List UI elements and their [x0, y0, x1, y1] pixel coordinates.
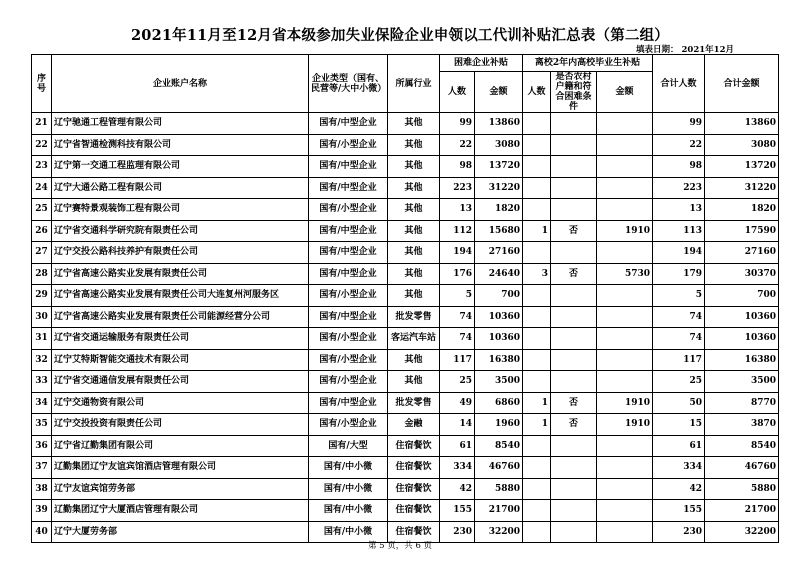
- table-row: [32, 457, 779, 479]
- table-row: [32, 414, 779, 436]
- cell-company-name: 辽宁交通物资有限公司: [52, 392, 309, 414]
- table-row: [32, 177, 779, 199]
- cell-company-type: 国有/中型企业: [309, 177, 388, 199]
- table-row: [32, 392, 779, 414]
- cell-total-persons: 98: [653, 156, 705, 178]
- cell-company-name: 辽宁交投公路科技养护有限责任公司: [52, 242, 309, 264]
- cell-industry: 其他: [388, 371, 440, 393]
- cell-graduate-amount: [597, 435, 653, 457]
- page-title: 2021年11月至12月省本级参加失业保险企业申领以工代训补贴汇总表（第二组）: [130, 27, 669, 44]
- cell-rural-flag: [551, 199, 597, 221]
- cell-total-amount: 30370: [705, 263, 779, 285]
- cell-hardship-amount: 21700: [475, 500, 523, 522]
- cell-company-type: 国有/中小微: [309, 500, 388, 522]
- cell-total-persons: 99: [653, 113, 705, 135]
- cell-rural-flag: [551, 328, 597, 350]
- cell-company-type: 国有/小型企业: [309, 134, 388, 156]
- table-row: [32, 156, 779, 178]
- cell-company-name: 辽宁省交通科学研究院有限责任公司: [52, 220, 309, 242]
- cell-hardship-persons: 155: [440, 500, 475, 522]
- cell-rural-flag: [551, 285, 597, 307]
- cell-graduate-persons: [523, 113, 551, 135]
- header-seq: 序号: [32, 55, 52, 113]
- cell-graduate-amount: [597, 328, 653, 350]
- cell-rural-flag: [551, 457, 597, 479]
- cell-hardship-amount: 6860: [475, 392, 523, 414]
- table-row: [32, 134, 779, 156]
- cell-hardship-amount: 24640: [475, 263, 523, 285]
- cell-graduate-persons: [523, 457, 551, 479]
- header-graduate-persons: 人数: [523, 72, 551, 113]
- cell-seq: 27: [32, 242, 52, 264]
- cell-hardship-persons: 334: [440, 457, 475, 479]
- cell-rural-flag: [551, 134, 597, 156]
- cell-hardship-amount: 10360: [475, 328, 523, 350]
- cell-graduate-persons: 1: [523, 392, 551, 414]
- cell-hardship-persons: 5: [440, 285, 475, 307]
- table-row: [32, 500, 779, 522]
- cell-hardship-persons: 223: [440, 177, 475, 199]
- cell-seq: 25: [32, 199, 52, 221]
- cell-seq: 35: [32, 414, 52, 436]
- cell-company-name: 辽宁大厦劳务部: [52, 521, 309, 543]
- cell-graduate-amount: [597, 306, 653, 328]
- cell-total-amount: 17590: [705, 220, 779, 242]
- cell-industry: 金融: [388, 414, 440, 436]
- cell-company-name: 辽宁第一交通工程监理有限公司: [52, 156, 309, 178]
- cell-rural-flag: 否: [551, 392, 597, 414]
- table-row: [32, 478, 779, 500]
- cell-seq: 22: [32, 134, 52, 156]
- cell-hardship-amount: 46760: [475, 457, 523, 479]
- cell-company-name: 辽宁省高速公路实业发展有限责任公司能源经营分公司: [52, 306, 309, 328]
- cell-hardship-amount: 1960: [475, 414, 523, 436]
- cell-company-type: 国有/中型企业: [309, 263, 388, 285]
- cell-total-persons: 50: [653, 392, 705, 414]
- cell-company-name: 辽宁驰通工程管理有限公司: [52, 113, 309, 135]
- cell-seq: 24: [32, 177, 52, 199]
- cell-total-persons: 22: [653, 134, 705, 156]
- cell-total-amount: 46760: [705, 457, 779, 479]
- cell-company-type: 国有/中型企业: [309, 156, 388, 178]
- cell-graduate-persons: [523, 328, 551, 350]
- table-row: [32, 263, 779, 285]
- cell-company-type: 国有/中小微: [309, 478, 388, 500]
- cell-company-type: 国有/小型企业: [309, 371, 388, 393]
- cell-seq: 29: [32, 285, 52, 307]
- cell-hardship-persons: 112: [440, 220, 475, 242]
- cell-rural-flag: 否: [551, 263, 597, 285]
- cell-hardship-amount: 1820: [475, 199, 523, 221]
- cell-hardship-persons: 13: [440, 199, 475, 221]
- cell-total-amount: 21700: [705, 500, 779, 522]
- cell-rural-flag: [551, 435, 597, 457]
- header-company-type: 企业类型（国有、民营等/大中小微）: [309, 55, 388, 113]
- cell-total-persons: 223: [653, 177, 705, 199]
- cell-company-type: 国有/中小微: [309, 457, 388, 479]
- cell-seq: 33: [32, 371, 52, 393]
- cell-seq: 30: [32, 306, 52, 328]
- cell-seq: 31: [32, 328, 52, 350]
- cell-seq: 28: [32, 263, 52, 285]
- cell-hardship-amount: 31220: [475, 177, 523, 199]
- cell-total-amount: 700: [705, 285, 779, 307]
- cell-company-type: 国有/中型企业: [309, 220, 388, 242]
- cell-hardship-persons: 98: [440, 156, 475, 178]
- cell-company-name: 辽宁赛特景观装饰工程有限公司: [52, 199, 309, 221]
- cell-company-type: 国有/小型企业: [309, 414, 388, 436]
- cell-graduate-persons: [523, 349, 551, 371]
- cell-total-persons: 15: [653, 414, 705, 436]
- cell-total-persons: 230: [653, 521, 705, 543]
- cell-company-type: 国有/中型企业: [309, 113, 388, 135]
- cell-total-amount: 16380: [705, 349, 779, 371]
- cell-graduate-persons: 1: [523, 220, 551, 242]
- cell-graduate-amount: 5730: [597, 263, 653, 285]
- cell-graduate-persons: [523, 435, 551, 457]
- cell-hardship-amount: 15680: [475, 220, 523, 242]
- cell-hardship-persons: 99: [440, 113, 475, 135]
- cell-total-persons: 155: [653, 500, 705, 522]
- cell-rural-flag: [551, 500, 597, 522]
- cell-hardship-amount: 10360: [475, 306, 523, 328]
- cell-graduate-amount: [597, 113, 653, 135]
- cell-company-type: 国有/小型企业: [309, 199, 388, 221]
- cell-hardship-amount: 8540: [475, 435, 523, 457]
- table-row: [32, 349, 779, 371]
- cell-hardship-persons: 230: [440, 521, 475, 543]
- cell-graduate-persons: [523, 371, 551, 393]
- cell-company-type: 国有/小型企业: [309, 285, 388, 307]
- cell-hardship-persons: 42: [440, 478, 475, 500]
- cell-rural-flag: [551, 306, 597, 328]
- page-footer: 第 5 页，共 6 页: [367, 541, 433, 551]
- cell-industry: 其他: [388, 285, 440, 307]
- cell-graduate-persons: [523, 177, 551, 199]
- cell-company-type: 国有/大型: [309, 435, 388, 457]
- header-total-persons: 合计人数: [653, 55, 705, 113]
- cell-graduate-persons: 3: [523, 263, 551, 285]
- cell-company-name: 辽宁交投投资有限责任公司: [52, 414, 309, 436]
- cell-total-persons: 194: [653, 242, 705, 264]
- cell-graduate-persons: [523, 134, 551, 156]
- cell-company-type: 国有/中小微: [309, 521, 388, 543]
- cell-graduate-persons: [523, 306, 551, 328]
- cell-total-persons: 179: [653, 263, 705, 285]
- cell-industry: 其他: [388, 263, 440, 285]
- cell-hardship-persons: 22: [440, 134, 475, 156]
- cell-graduate-amount: 1910: [597, 392, 653, 414]
- cell-hardship-persons: 61: [440, 435, 475, 457]
- cell-total-persons: 61: [653, 435, 705, 457]
- cell-seq: 38: [32, 478, 52, 500]
- cell-total-amount: 31220: [705, 177, 779, 199]
- cell-total-amount: 32200: [705, 521, 779, 543]
- cell-hardship-amount: 3500: [475, 371, 523, 393]
- header-hardship-group: 困难企业补贴: [440, 55, 523, 72]
- cell-company-name: 辽宁省智通检测科技有限公司: [52, 134, 309, 156]
- cell-total-amount: 1820: [705, 199, 779, 221]
- cell-industry: 其他: [388, 177, 440, 199]
- cell-total-persons: 25: [653, 371, 705, 393]
- cell-total-amount: 13860: [705, 113, 779, 135]
- table-body: [32, 113, 779, 543]
- cell-total-amount: 3870: [705, 414, 779, 436]
- cell-seq: 36: [32, 435, 52, 457]
- table-row: [32, 285, 779, 307]
- cell-hardship-persons: 74: [440, 306, 475, 328]
- cell-hardship-amount: 32200: [475, 521, 523, 543]
- cell-seq: 34: [32, 392, 52, 414]
- cell-rural-flag: [551, 242, 597, 264]
- cell-total-persons: 117: [653, 349, 705, 371]
- cell-company-name: 辽宁省高速公路实业发展有限责任公司大连复州河服务区: [52, 285, 309, 307]
- cell-graduate-amount: [597, 134, 653, 156]
- cell-industry: 批发零售: [388, 392, 440, 414]
- table-row: [32, 306, 779, 328]
- cell-industry: 住宿餐饮: [388, 521, 440, 543]
- cell-industry: 其他: [388, 349, 440, 371]
- cell-company-name: 辽宁省交通通信发展有限责任公司: [52, 371, 309, 393]
- cell-hardship-amount: 700: [475, 285, 523, 307]
- cell-company-name: 辽勤集团辽宁大厦酒店管理有限公司: [52, 500, 309, 522]
- cell-hardship-persons: 14: [440, 414, 475, 436]
- table-row: [32, 435, 779, 457]
- cell-company-name: 辽勤集团辽宁友谊宾馆酒店管理有限公司: [52, 457, 309, 479]
- fill-date: 填表日期： 2021年12月: [636, 45, 734, 55]
- cell-rural-flag: [551, 113, 597, 135]
- cell-graduate-amount: 1910: [597, 220, 653, 242]
- cell-seq: 39: [32, 500, 52, 522]
- cell-hardship-persons: 194: [440, 242, 475, 264]
- cell-graduate-amount: [597, 478, 653, 500]
- header-industry: 所属行业: [388, 55, 440, 113]
- cell-total-persons: 13: [653, 199, 705, 221]
- cell-company-type: 国有/中型企业: [309, 392, 388, 414]
- cell-total-amount: 27160: [705, 242, 779, 264]
- cell-industry: 住宿餐饮: [388, 435, 440, 457]
- cell-total-amount: 8540: [705, 435, 779, 457]
- cell-total-amount: 3080: [705, 134, 779, 156]
- cell-industry: 其他: [388, 156, 440, 178]
- cell-total-persons: 113: [653, 220, 705, 242]
- cell-rural-flag: [551, 478, 597, 500]
- cell-company-type: 国有/中型企业: [309, 242, 388, 264]
- cell-company-type: 国有/中型企业: [309, 306, 388, 328]
- cell-total-persons: 74: [653, 328, 705, 350]
- cell-graduate-persons: [523, 478, 551, 500]
- cell-hardship-persons: 176: [440, 263, 475, 285]
- cell-graduate-persons: [523, 500, 551, 522]
- table-row: [32, 199, 779, 221]
- header-total-amount: 合计金额: [705, 55, 779, 113]
- cell-rural-flag: 否: [551, 220, 597, 242]
- header-graduate-group: 离校2年内高校毕业生补贴: [523, 55, 653, 72]
- header-hardship-amount: 金额: [475, 72, 523, 113]
- cell-graduate-amount: [597, 349, 653, 371]
- cell-graduate-amount: [597, 177, 653, 199]
- table-row: [32, 328, 779, 350]
- header-hardship-persons: 人数: [440, 72, 475, 113]
- cell-total-persons: 334: [653, 457, 705, 479]
- cell-rural-flag: [551, 349, 597, 371]
- table-row: [32, 220, 779, 242]
- cell-graduate-persons: 1: [523, 414, 551, 436]
- cell-industry: 批发零售: [388, 306, 440, 328]
- cell-industry: 其他: [388, 242, 440, 264]
- cell-company-name: 辽宁大通公路工程有限公司: [52, 177, 309, 199]
- cell-rural-flag: [551, 177, 597, 199]
- cell-total-persons: 74: [653, 306, 705, 328]
- cell-total-amount: 5880: [705, 478, 779, 500]
- cell-graduate-amount: [597, 457, 653, 479]
- cell-graduate-amount: [597, 199, 653, 221]
- cell-graduate-amount: [597, 156, 653, 178]
- table-row: [32, 371, 779, 393]
- cell-seq: 21: [32, 113, 52, 135]
- cell-seq: 32: [32, 349, 52, 371]
- cell-graduate-persons: [523, 242, 551, 264]
- cell-industry: 其他: [388, 220, 440, 242]
- cell-seq: 23: [32, 156, 52, 178]
- cell-hardship-amount: 16380: [475, 349, 523, 371]
- cell-total-amount: 3500: [705, 371, 779, 393]
- cell-industry: 客运汽车站: [388, 328, 440, 350]
- cell-hardship-amount: 5880: [475, 478, 523, 500]
- header-graduate-amount: 金额: [597, 72, 653, 113]
- cell-company-type: 国有/小型企业: [309, 349, 388, 371]
- cell-graduate-amount: [597, 371, 653, 393]
- cell-seq: 26: [32, 220, 52, 242]
- cell-seq: 40: [32, 521, 52, 543]
- header-company-name: 企业账户名称: [52, 55, 309, 113]
- cell-hardship-amount: 13720: [475, 156, 523, 178]
- cell-seq: 37: [32, 457, 52, 479]
- cell-company-name: 辽宁省辽勤集团有限公司: [52, 435, 309, 457]
- cell-company-name: 辽宁艾特斯智能交通技术有限公司: [52, 349, 309, 371]
- cell-company-type: 国有/小型企业: [309, 328, 388, 350]
- cell-company-name: 辽宁省交通运输服务有限责任公司: [52, 328, 309, 350]
- cell-total-amount: 10360: [705, 328, 779, 350]
- cell-rural-flag: [551, 371, 597, 393]
- cell-hardship-amount: 3080: [475, 134, 523, 156]
- cell-graduate-amount: [597, 242, 653, 264]
- table-row: [32, 113, 779, 135]
- cell-hardship-amount: 13860: [475, 113, 523, 135]
- cell-total-amount: 10360: [705, 306, 779, 328]
- cell-hardship-persons: 49: [440, 392, 475, 414]
- cell-total-amount: 8770: [705, 392, 779, 414]
- cell-graduate-amount: 1910: [597, 414, 653, 436]
- cell-graduate-persons: [523, 156, 551, 178]
- cell-industry: 住宿餐饮: [388, 478, 440, 500]
- cell-hardship-persons: 117: [440, 349, 475, 371]
- header-rural-flag: 是否农村户籍和符合困难条件: [551, 72, 597, 113]
- cell-rural-flag: [551, 156, 597, 178]
- table-row: [32, 242, 779, 264]
- cell-graduate-amount: [597, 285, 653, 307]
- cell-hardship-persons: 74: [440, 328, 475, 350]
- cell-hardship-persons: 25: [440, 371, 475, 393]
- cell-company-name: 辽宁省高速公路实业发展有限责任公司: [52, 263, 309, 285]
- cell-graduate-persons: [523, 285, 551, 307]
- cell-industry: 住宿餐饮: [388, 500, 440, 522]
- cell-graduate-persons: [523, 199, 551, 221]
- subsidy-table: [31, 54, 779, 543]
- cell-industry: 其他: [388, 134, 440, 156]
- cell-industry: 住宿餐饮: [388, 457, 440, 479]
- cell-total-amount: 13720: [705, 156, 779, 178]
- cell-total-persons: 42: [653, 478, 705, 500]
- cell-rural-flag: 否: [551, 414, 597, 436]
- cell-company-name: 辽宁友谊宾馆劳务部: [52, 478, 309, 500]
- cell-industry: 其他: [388, 199, 440, 221]
- cell-total-persons: 5: [653, 285, 705, 307]
- cell-hardship-amount: 27160: [475, 242, 523, 264]
- cell-graduate-amount: [597, 500, 653, 522]
- cell-industry: 其他: [388, 113, 440, 135]
